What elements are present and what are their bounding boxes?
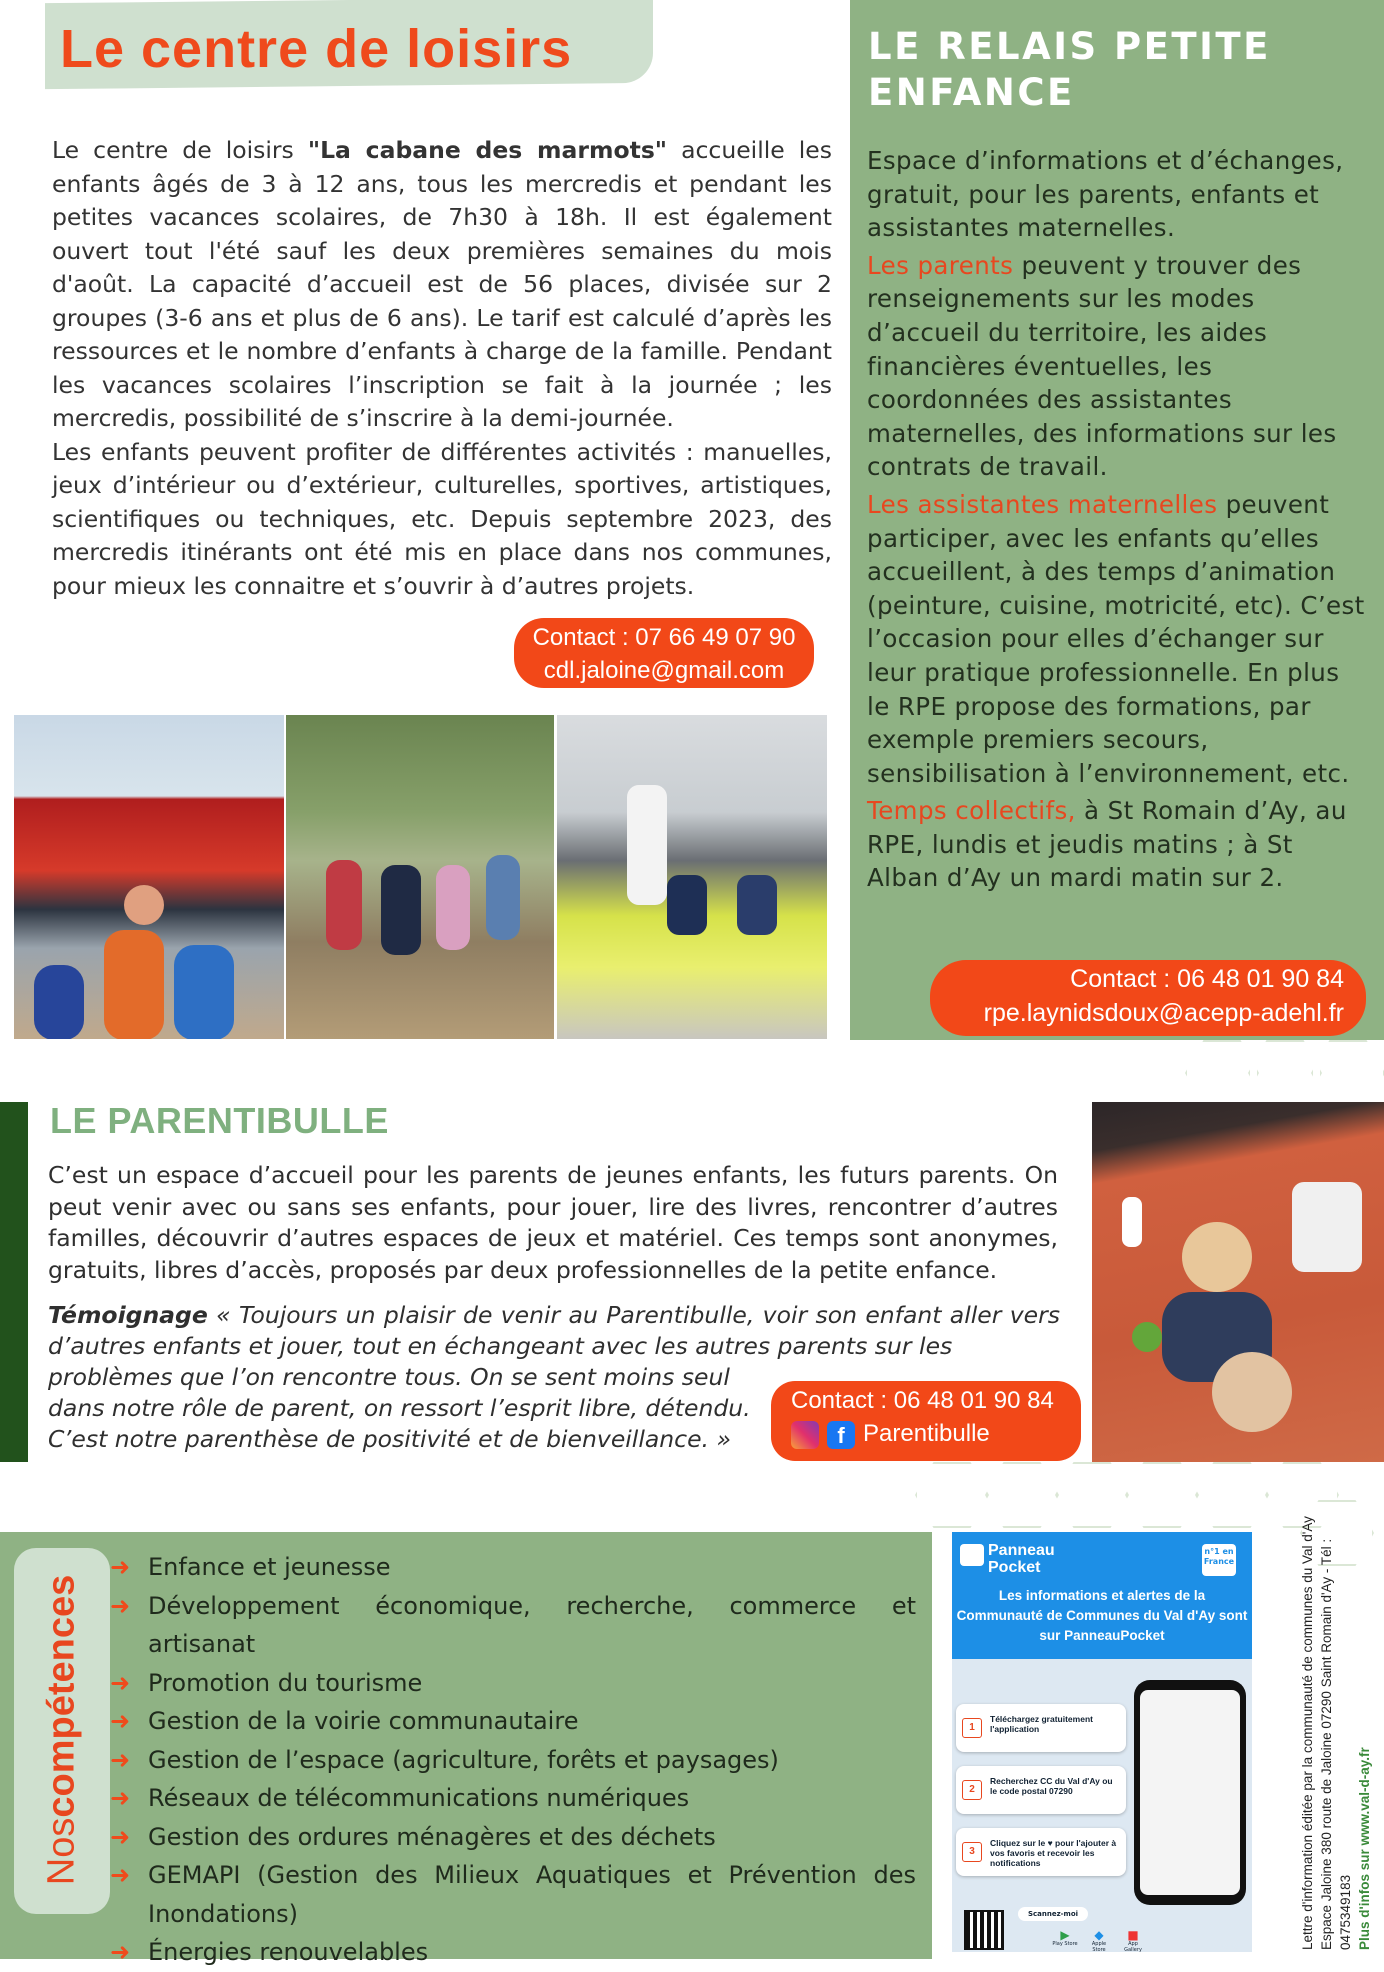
competence-item (110, 1548, 916, 1587)
pocket-brand (988, 1542, 1055, 1576)
competence-item (110, 1856, 916, 1933)
facebook-icon[interactable]: f (827, 1421, 855, 1449)
babies-playing-photo (1092, 1102, 1384, 1462)
parentibulle-contact-phone[interactable]: Contact : 06 48 01 90 84 (791, 1387, 1054, 1414)
arrow-right-icon: ➜ (110, 1745, 131, 1774)
app-gallery-icon[interactable]: ■ App Gallery (1124, 1928, 1142, 1952)
hexagon-decoration (1311, 1040, 1384, 1106)
pocket-step-text: Recherchez CC du Val d'Ay ou le code postal 07290 (990, 1776, 1113, 1796)
hexagon-decoration (915, 1462, 989, 1528)
loisirs-centre-name: "La cabane des marmots" (307, 136, 668, 164)
pocket-step (956, 1828, 1126, 1876)
rpe-am-text: peuvent participer, avec les enfants qu’elles accueillent, à des temps d’animation (peinture, cuisine, motricité, etc). C’est l’occasion pour elles d’échanger sur leur pratique professionnelle. En plus le RPE propose des formations, par exemple premiers secours, sensibilisation à l’environnement, etc. (867, 489, 1365, 788)
credit-text: Lettre d'information éditée par la communauté de communes du Val d'Ay Espace Jaloine 380 route de Jaloine 07290 Saint Romain d'Ay - Tél : 0475349183 (1300, 1516, 1353, 1950)
competence-item (110, 1818, 916, 1857)
play-store-label: Play Store (1052, 1941, 1078, 1947)
parentibulle-accent-bar (0, 1102, 28, 1462)
arrow-right-icon: ➜ (110, 1707, 131, 1735)
parentibulle-social-name: Parentibulle (863, 1420, 990, 1447)
competence-item (110, 1779, 916, 1818)
loisirs-contact-badge (514, 618, 814, 688)
pocket-brand-line-2: Pocket (988, 1559, 1041, 1576)
rpe-contact-badge (930, 960, 1366, 1036)
loisirs-title: Le centre de loisirs (60, 19, 573, 79)
hexagon-decoration (1185, 1040, 1259, 1106)
parentibulle-contact-badge (771, 1381, 1081, 1461)
pocket-scan-label: Scannez-moi (1018, 1907, 1088, 1921)
testimony-label: Témoignage (48, 1301, 208, 1329)
competences-list (110, 1548, 916, 1972)
loisirs-p1-end: accueille les enfants âgés de 3 à 12 ans, tous les mercredis et pendant les petites vacances scolaires, de 7h30 à 18h. Il est également ouvert tout l'été sauf les deux premières semaines du mois d'août. La capacité d’accueil est de 56 places, divisée sur 2 groupes (3-6 ans et plus de 6 ans). Le tarif est calculé d’après les ressources et le nombre d’enfants à charge de la famille. Pendant les vacances scolaires l’inscription se fait à la journée ; les mercredis, possibilité de s’inscrire à la demi-journée. (52, 136, 832, 432)
loisirs-paragraph-2: Les enfants peuvent profiter de différentes activités : manuelles, jeux d’intérieur ou d’extérieur, culturelles, sportives, artistiques, scientifiques ou techniques, etc. Depuis septembre 2023, des mercredis itinérants ont été mis en place dans nos communes, pour mieux les connaitre et s’ouvrir à d’autres projets. (52, 437, 832, 600)
competence-item (110, 1664, 916, 1703)
pocket-step-number: 1 (962, 1718, 982, 1738)
app-gallery-label: App Gallery (1124, 1941, 1142, 1952)
loisirs-p1-start: Le centre de loisirs (52, 136, 308, 164)
credit-website[interactable]: Plus d'infos sur www.val-d-ay.fr (1357, 1747, 1372, 1950)
pocket-step-text: Téléchargez gratuitement l'application (990, 1714, 1093, 1734)
competence-item (110, 1587, 916, 1664)
competences-label (41, 1575, 84, 1885)
arrow-right-icon: ➜ (110, 1668, 131, 1697)
competences-label-main: compétences (40, 1574, 83, 1818)
competence-item-label: Promotion du tourisme (148, 1668, 423, 1697)
rpe-description (867, 144, 1367, 899)
panneau-pocket-logo-icon (960, 1544, 984, 1566)
hexagon-decoration (985, 1462, 1059, 1528)
rpe-am-paragraph (867, 488, 1367, 790)
rpe-tc-paragraph (867, 794, 1367, 895)
rpe-parents-text: peuvent y trouver des renseignements sur les modes d’accueil du territoire, les aides financières éventuelles, les coordonnées des assistantes maternelles, des informations sur les contrats de travail. (867, 250, 1337, 482)
competence-item (110, 1741, 916, 1780)
publication-credit (1298, 1510, 1374, 1950)
rpe-title-line-2: ENFANCE (868, 71, 1075, 114)
instagram-icon[interactable] (791, 1421, 819, 1449)
apple-store-label: Apple Store (1091, 1941, 1107, 1952)
rpe-intro: Espace d’informations et d’échanges, gratuit, pour les parents, enfants et assistantes maternelles. (867, 146, 1344, 243)
competence-item (110, 1933, 916, 1972)
rpe-tc-label: Temps collectifs, (867, 796, 1076, 826)
rpe-parents-paragraph (867, 249, 1367, 484)
pocket-step-number: 2 (962, 1780, 982, 1800)
rpe-contact-email[interactable]: rpe.laynidsdoux@acepp-adehl.fr (983, 999, 1344, 1027)
rpe-am-label: Les assistantes maternelles (867, 489, 1218, 519)
parentibulle-description (48, 1160, 1058, 1286)
pocket-step-text: Cliquez sur le ♥ pour l'ajouter à vos favoris et recevoir les notifications (990, 1838, 1117, 1868)
hexagon-decoration (1125, 1462, 1199, 1528)
rpe-contact-phone[interactable]: Contact : 06 48 01 90 84 (1070, 965, 1344, 993)
parentibulle-title: LE PARENTIBULLE (50, 1100, 389, 1141)
arrow-right-icon: ➜ (110, 1591, 131, 1620)
rpe-title (868, 24, 1271, 116)
competence-item-label: Enfance et jeunesse (148, 1553, 391, 1581)
testimony-text-start: « Toujours un plaisir de venir au Parentibulle, voir son enfant aller vers d’autres enfants et jouer, tout en échangeant avec les autres parents sur les (48, 1301, 1060, 1360)
children-circle-photo (286, 715, 554, 1039)
loisirs-contact-phone[interactable]: Contact : 07 66 49 07 90 (532, 624, 796, 651)
fire-truck-photo (14, 715, 284, 1039)
competence-item-label: Réseaux de télécommunications numériques (148, 1784, 690, 1812)
arrow-right-icon: ➜ (110, 1938, 131, 1966)
pocket-step (956, 1704, 1126, 1752)
hexagon-decoration (1248, 1040, 1322, 1106)
arrow-right-icon: ➜ (110, 1822, 131, 1851)
competence-item-label: GEMAPI (Gestion des Milieux Aquatiques et Prévention des Inondations) (148, 1861, 916, 1928)
arrow-right-icon: ➜ (110, 1553, 131, 1581)
competence-item-label: Gestion de l’espace (agriculture, forêts et paysages) (148, 1745, 779, 1774)
pocket-rank-badge (1202, 1544, 1236, 1576)
competence-item-label: Gestion de la voirie communautaire (148, 1707, 579, 1735)
pocket-brand-line-1: Panneau (988, 1542, 1055, 1559)
loisirs-description (52, 134, 832, 603)
qr-code-icon[interactable] (964, 1910, 1004, 1950)
arrow-right-icon: ➜ (110, 1861, 131, 1889)
pocket-step-number: 3 (962, 1842, 982, 1862)
competence-item-label: Énergies renouvelables (148, 1938, 429, 1966)
arrow-right-icon: ➜ (110, 1784, 131, 1812)
parentibulle-social[interactable] (791, 1417, 1081, 1450)
testimony-text-end: problèmes que l’on rencontre tous. On se sent moins seul dans notre rôle de parent, on ressort l’esprit libre, détendu. C’est notre parenthèse de positivité et de bienveillance. » (48, 1363, 751, 1453)
apple-store-icon[interactable]: ◆ Apple Store (1091, 1928, 1107, 1952)
parentibulle-paragraph: C’est un espace d’accueil pour les parents de jeunes enfants, les futurs parents. On peut venir avec ou sans ses enfants, pour jouer, lire des livres, rencontrer d’autres familles, découvrir d’autres espaces de jeux et matériel. Ces temps sont anonymes, gratuits, libres d’accès, proposés par deux professionnelles de la petite enfance. (48, 1161, 1058, 1284)
loisirs-contact-email[interactable]: cdl.jaloine@gmail.com (543, 657, 785, 684)
competence-item-label: Développement économique, recherche, commerce et artisanat (148, 1591, 916, 1658)
play-store-icon[interactable]: ▶ Play Store (1052, 1928, 1078, 1947)
rpe-tc-text: à St Romain d’Ay, au RPE, lundis et jeudis matins ; à St Alban d’Ay un mardi matin sur 2. (867, 796, 1347, 893)
competence-item-label: Gestion des ordures ménagères et des déchets (148, 1822, 716, 1851)
pocket-tagline: Les informations et alertes de la Communauté de Communes du Val d'Ay sont sur PanneauPocket (956, 1588, 1248, 1643)
classroom-photo (557, 715, 827, 1039)
pocket-badge-line-2: France (1203, 1557, 1235, 1566)
competences-label-nos: Nos (40, 1817, 83, 1886)
pocket-step (956, 1766, 1126, 1814)
phone-screen (1140, 1690, 1240, 1895)
panneau-pocket-ad (952, 1532, 1252, 1952)
pocket-badge-line-1: n°1 en (1204, 1547, 1234, 1556)
rpe-title-line-1: LE RELAIS PETITE (868, 25, 1271, 68)
hexagon-decoration (1055, 1462, 1129, 1528)
hexagon-decoration (1195, 1462, 1269, 1528)
rpe-parents-label: Les parents (867, 250, 1014, 280)
competence-item (110, 1702, 916, 1741)
loisirs-paragraph-1 (52, 134, 832, 436)
